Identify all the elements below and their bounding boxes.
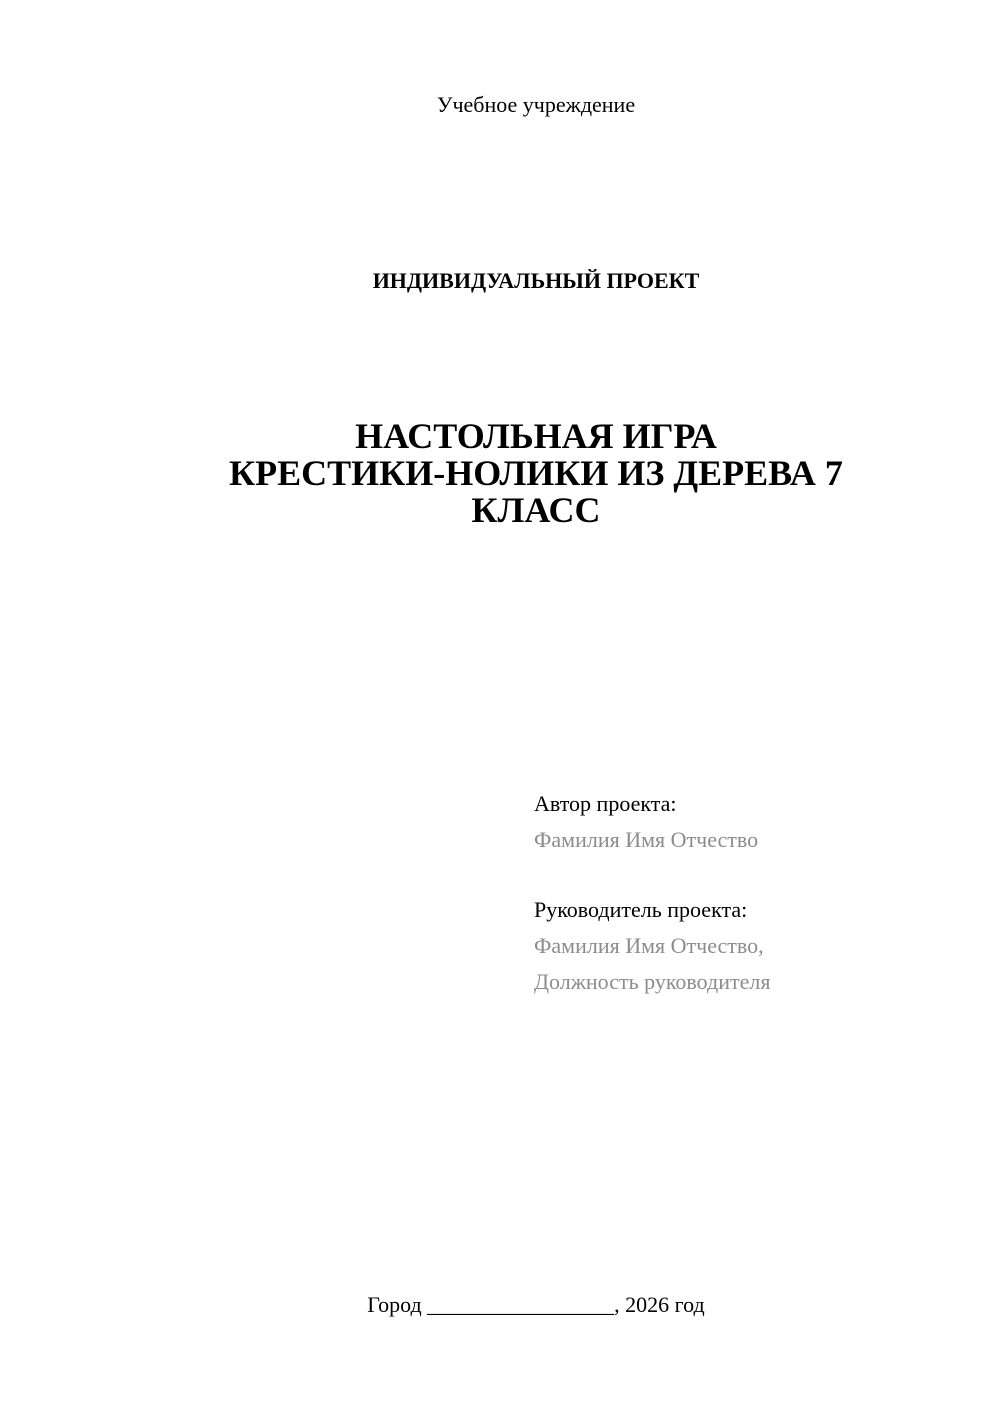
info-spacer	[534, 858, 974, 892]
city-year-line: Город _________________, 2026 год	[367, 1292, 705, 1317]
author-label: Автор проекта:	[534, 791, 677, 816]
supervisor-name: Фамилия Имя Отчество,	[534, 933, 764, 958]
project-info-block	[534, 786, 974, 1000]
supervisor-label: Руководитель проекта:	[534, 897, 748, 922]
author-name: Фамилия Имя Отчество	[534, 827, 759, 852]
project-title: НАСТОЛЬНАЯ ИГРА КРЕСТИКИ-НОЛИКИ ИЗ ДЕРЕВА 7 КЛАСС	[229, 416, 843, 530]
project-type-heading: ИНДИВИДУАЛЬНЫЙ ПРОЕКТ	[372, 268, 700, 293]
supervisor-position: Должность руководителя	[534, 969, 771, 994]
institution-name: Учебное учреждение	[436, 92, 636, 117]
